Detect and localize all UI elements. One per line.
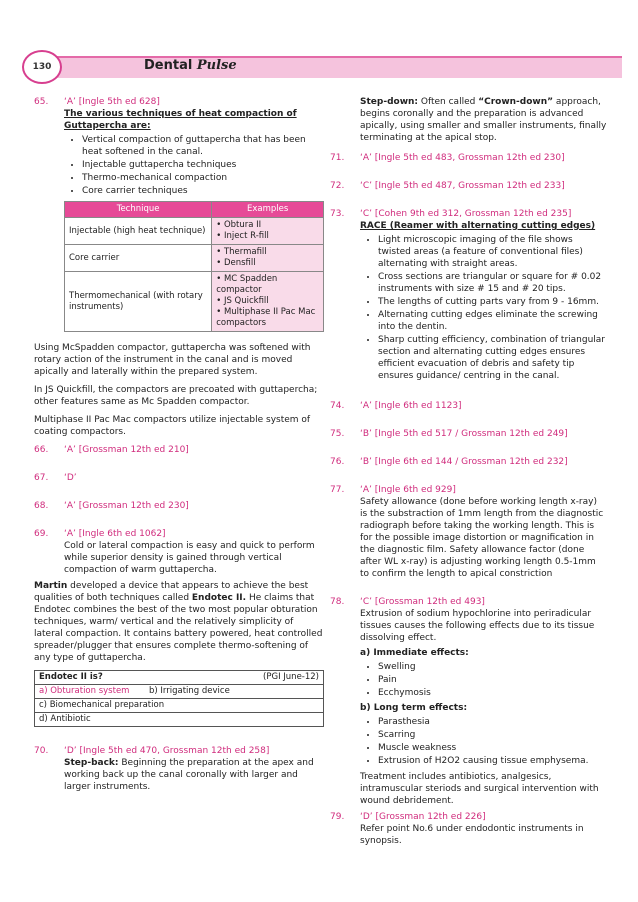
book-title (144, 58, 237, 73)
option-c: c) Biomechanical preparation (35, 699, 323, 713)
list-item: • Vertical compaction of guttapercha that has been heat softened in the canal. (82, 134, 324, 158)
question-number: 75. (330, 429, 345, 439)
question-number: 79. (330, 812, 345, 822)
bold-term: Martin (34, 581, 68, 591)
list-item: • Swelling (378, 661, 607, 673)
option-a: a) Obturation system (39, 686, 130, 696)
long-term-effects-list (360, 716, 607, 767)
question-number: 66. (34, 445, 49, 455)
question-76 (330, 456, 607, 468)
answer-ref: ‘D’ [Ingle 5th ed 470, Grossman 12th ed 258] (64, 746, 270, 756)
text-span: developed a device that appears to achieve the best qualities of both techniques called (34, 581, 309, 603)
question-number: 69. (34, 529, 49, 539)
page-header (22, 50, 622, 80)
section-heading: The various techniques of heat compaction of Guttapercha are: (64, 109, 297, 131)
answer-ref: ‘A’ [Grossman 12th ed 210] (64, 445, 189, 455)
list-item: • Scarring (378, 729, 607, 741)
bold-term: Endotec II. (191, 593, 247, 603)
step-down-text (330, 96, 607, 144)
question-67 (34, 472, 324, 484)
list-item: • Parasthesia (378, 716, 607, 728)
paragraph: Cold or lateral compaction is easy and quick to perform while superior density is gained through vertical compaction of warm guttapercha. (64, 541, 315, 575)
list-item: • Extrusion of H2O2 causing tissue emphysema. (378, 755, 607, 767)
question-74 (330, 400, 607, 412)
question-number: 78. (330, 597, 345, 607)
bold-term: “Crown-down” (478, 97, 554, 107)
question-number: 73. (330, 209, 345, 219)
text-span: Beginning the preparation at the apex and working back up the canal coronally with larger and larger instruments. (64, 758, 314, 792)
list-item: • The lengths of cutting parts vary from 9 - 16mm. (378, 296, 607, 308)
question-number: 74. (330, 401, 345, 411)
question-number: 71. (330, 153, 345, 163)
subheading: b) Long term effects: (360, 703, 468, 713)
paragraph: Extrusion of sodium hypochlorine into periradicular tissues causes the following effects due to its tissue dissolving effect. (360, 609, 595, 643)
section-heading: RACE (Reamer with alternating cutting edges) (360, 221, 596, 231)
answer-ref: ‘A’ [Ingle 5th ed 628] (64, 97, 160, 107)
question-66 (34, 444, 324, 456)
box-source: (PGI June-12) (263, 672, 319, 682)
list-item: • Thermo-mechanical compaction (82, 172, 324, 184)
paragraph: Using McSpadden compactor, guttapercha was softened with rotary action of the instrument in the canal and is moved apically and laterally within the prepared system. (34, 343, 311, 377)
question-number: 72. (330, 181, 345, 191)
table-header: Technique (65, 202, 212, 218)
list-item: • Core carrier techniques (82, 185, 324, 197)
race-list (360, 234, 607, 382)
answer-ref: ‘B’ [Ingle 6th ed 144 / Grossman 12th ed 232] (360, 457, 568, 467)
bold-term: Step-back: (64, 758, 119, 768)
answer-ref: ‘A’ [Ingle 6th ed 1123] (360, 401, 462, 411)
title-part-a: Dental (144, 58, 193, 73)
cell-item: MC Spadden compactor (216, 274, 278, 295)
paragraph: Safety allowance (done before working length x-ray) is the substraction of 1mm length from the diagnostic radiograph before taking the working length. This is for the possible image distortion or magnification in the diagnostic film. Safety allowance factor (done after WL x-ray) is adjusting working length 0.5-1mm to confirm the length to apical constriction (360, 497, 604, 579)
answer-ref: ‘D’ (64, 473, 77, 483)
question-71 (330, 152, 607, 164)
text-span: approach, begins coronally and the preparation is advanced apically, using smaller and smaller instruments, finally terminating at the apical stop. (360, 97, 607, 143)
pgi-question-box (34, 670, 324, 727)
martin-paragraph (34, 580, 324, 664)
question-number: 76. (330, 457, 345, 467)
text-span: He claims that Endotec combines the best of the two most popular obturation techniques, warm/ vertical and the relatively simplicity of lateral compaction. It contains battery powered, heat controlled spreader/plugger that ensures complete thermo-softening of any type of guttapercha. (34, 593, 323, 663)
question-number: 68. (34, 501, 49, 511)
question-number: 77. (330, 485, 345, 495)
paragraph: In JS Quickfill, the compactors are precoated with guttapercha; other features same as Mc Spadden compactor. (34, 385, 318, 407)
question-number: 65. (34, 97, 49, 107)
question-69 (34, 528, 324, 576)
table-cell: Core carrier (65, 245, 212, 272)
left-column (34, 96, 324, 797)
page-number: 130 (22, 50, 62, 84)
cell-item: Densfill (223, 258, 256, 268)
list-item: • Pain (378, 674, 607, 686)
answer-ref: ‘C’ [Grossman 12th ed 493] (360, 597, 485, 607)
cell-item: Inject R-fill (223, 231, 269, 241)
cell-item: Multiphase II Pac Mac compactors (216, 307, 316, 328)
answer-ref: ‘A’ [Ingle 5th ed 483, Grossman 12th ed 230] (360, 153, 565, 163)
option-d: d) Antibiotic (39, 714, 91, 724)
table-cell: • MC Spadden compactor • JS Quickfill • Multiphase II Pac Mac compactors (212, 272, 324, 332)
question-68 (34, 500, 324, 512)
list-item: • Alternating cutting edges eliminate the screwing into the dentin. (378, 309, 607, 333)
question-70 (34, 745, 324, 793)
subheading: a) Immediate effects: (360, 648, 469, 658)
answer-ref: ‘C’ [Cohen 9th ed 312, Grossman 12th ed 235] (360, 209, 572, 219)
question-79 (330, 811, 607, 847)
answer-ref: ‘B’ [Ingle 5th ed 517 / Grossman 12th ed 249] (360, 429, 568, 439)
table-cell: • Thermafill • Densfill (212, 245, 324, 272)
question-72 (330, 180, 607, 192)
option-b: b) Irrigating device (149, 686, 230, 696)
answer-ref: ‘A’ [Grossman 12th ed 230] (64, 501, 189, 511)
paragraph: Refer point No.6 under endodontic instruments in synopsis. (360, 824, 584, 846)
question-number: 70. (34, 746, 49, 756)
technique-list (64, 134, 324, 197)
list-item: • Light microscopic imaging of the file shows twisted areas (a feature of conventional files) alternating with straight areas. (378, 234, 607, 270)
list-item: • Cross sections are triangular or square for # 0.02 instruments with size # 15 and # 20 tips. (378, 271, 607, 295)
table-header: Examples (212, 202, 324, 218)
bold-term: Step-down: (360, 97, 419, 107)
list-item: • Sharp cutting efficiency, combination of triangular section and alternating cutting edges ensures efficient evacuation of debris and safety tip ensures guidance/ centring in the canal. (378, 334, 607, 382)
answer-ref: ‘C’ [Ingle 5th ed 487, Grossman 12th ed 233] (360, 181, 565, 191)
cell-item: Obtura II (223, 220, 262, 230)
question-65 (34, 96, 324, 338)
answer-ref: ‘D’ [Grossman 12th ed 226] (360, 812, 486, 822)
text-span: Often called (418, 97, 479, 107)
cell-item: Thermafill (223, 247, 267, 257)
technique-table (64, 201, 324, 332)
question-number: 67. (34, 473, 49, 483)
step-back-text (64, 757, 324, 793)
table-cell: • Obtura II • Inject R-fill (212, 218, 324, 245)
cell-item: JS Quickfill (223, 296, 269, 306)
question-78 (330, 596, 607, 807)
paragraph: Treatment includes antibiotics, analgesics, intramuscular steriods and surgical intervention with wound debridement. (360, 772, 599, 806)
header-band (32, 56, 622, 78)
immediate-effects-list (360, 661, 607, 699)
title-part-b: Pulse (196, 58, 237, 73)
list-item: • Ecchymosis (378, 687, 607, 699)
table-cell: Injectable (high heat technique) (65, 218, 212, 245)
table-row (65, 272, 324, 332)
question-77 (330, 484, 607, 580)
list-item: • Muscle weakness (378, 742, 607, 754)
paragraph: Multiphase II Pac Mac compactors utilize injectable system of coating compactors. (34, 415, 311, 437)
box-question: Endotec II is? (39, 672, 103, 682)
table-row (65, 245, 324, 272)
answer-ref: ‘A’ [Ingle 6th ed 929] (360, 485, 456, 495)
right-column (330, 96, 607, 851)
question-75 (330, 428, 607, 440)
table-cell: Thermomechanical (with rotary instruments) (65, 272, 212, 332)
question-73 (330, 208, 607, 384)
table-row (65, 218, 324, 245)
list-item: • Injectable guttapercha techniques (82, 159, 324, 171)
answer-ref: ‘A’ [Ingle 6th ed 1062] (64, 529, 166, 539)
